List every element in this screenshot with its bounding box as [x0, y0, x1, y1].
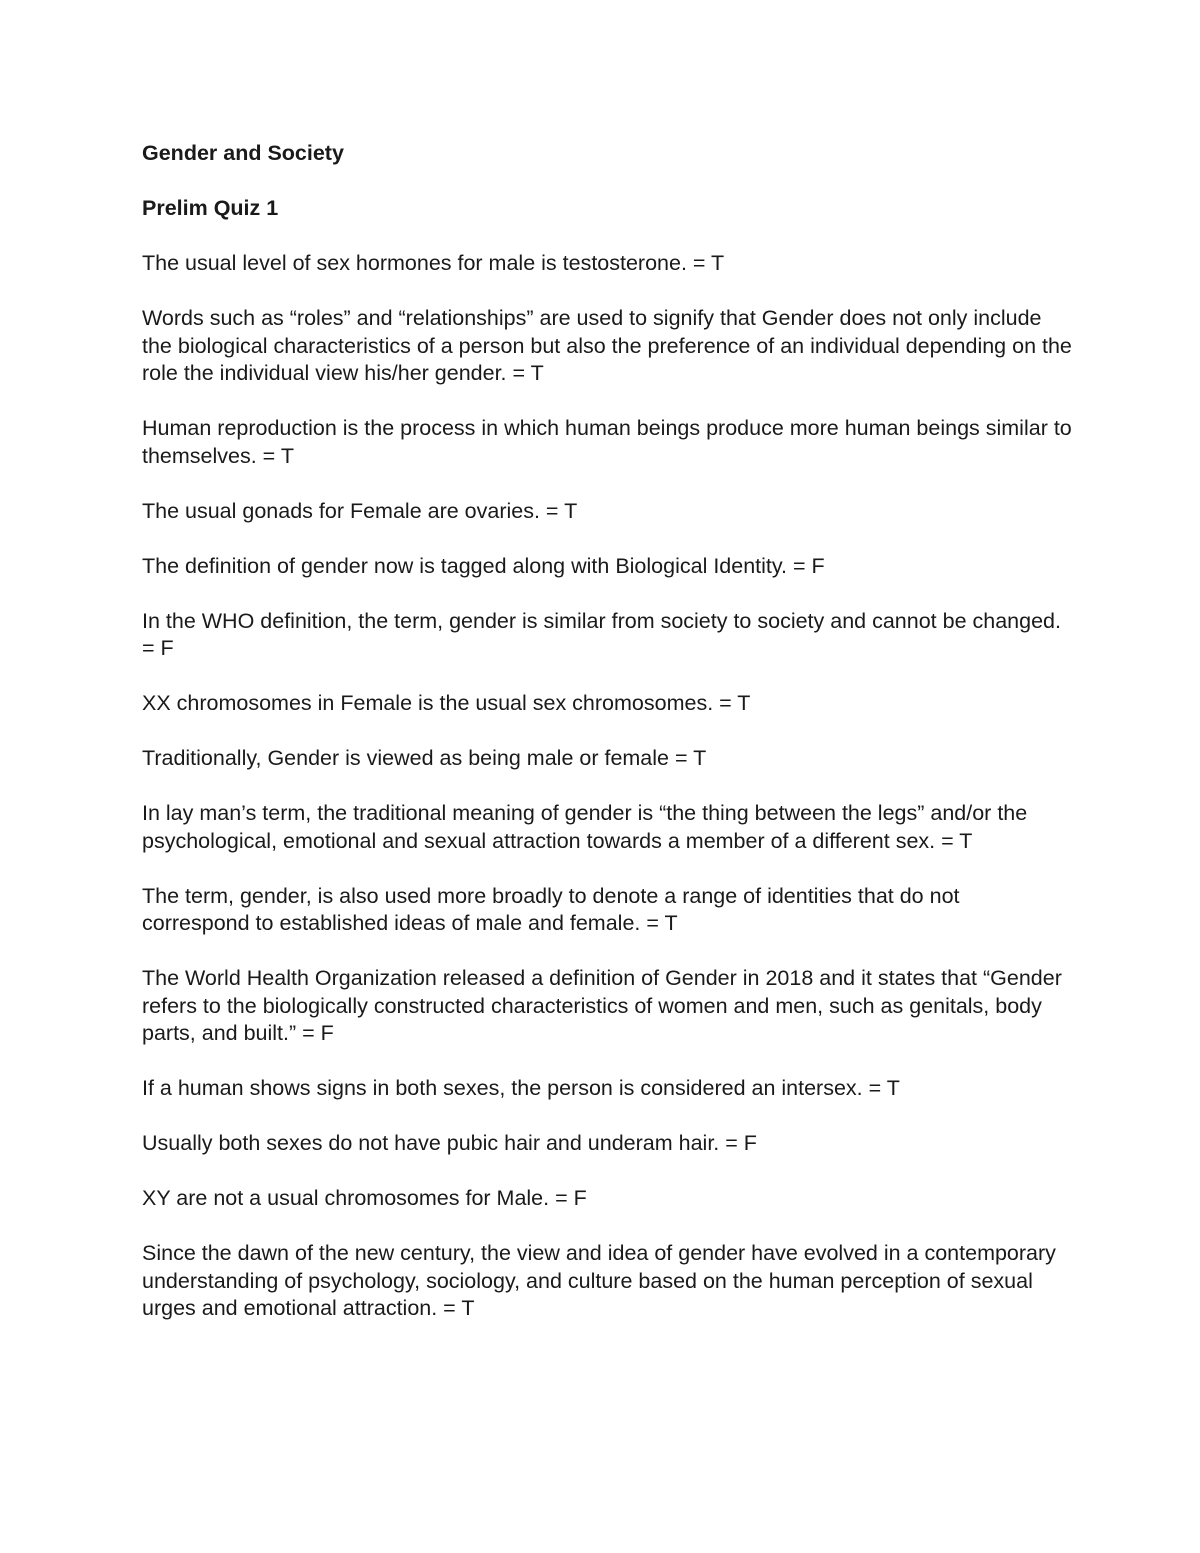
- quiz-item: XY are not a usual chromosomes for Male. = F: [142, 1186, 587, 1210]
- quiz-item: The usual gonads for Female are ovaries. = T: [142, 498, 578, 523]
- quiz-item: Since the dawn of the new century, the view and idea of gender have evolved in a contemporary understanding of psychology, sociology, and culture based on the human perception of sexual urges and emotional attraction. = T: [142, 1241, 1056, 1320]
- document-body: [142, 140, 1072, 1350]
- quiz-item: The definition of gender now is tagged along with Biological Identity. = F: [142, 553, 825, 578]
- quiz-item: The term, gender, is also used more broadly to denote a range of identities that do not correspond to established ideas of male and female. = T: [142, 883, 960, 935]
- quiz-item: Human reproduction is the process in which human beings produce more human beings similar to themselves. = T: [142, 416, 1072, 468]
- document-title: Gender and Society: [142, 141, 344, 165]
- quiz-item: The usual level of sex hormones for male is testosterone. = T: [142, 251, 725, 275]
- quiz-item: The World Health Organization released a definition of Gender in 2018 and it states that “Gender refers to the biologically constructed characteristics of women and men, such as genitals, body parts, and built.” = F: [142, 966, 1062, 1045]
- quiz-title: Prelim Quiz 1: [142, 196, 279, 220]
- quiz-item: If a human shows signs in both sexes, the person is considered an intersex. = T: [142, 1076, 900, 1100]
- quiz-item: In the WHO definition, the term, gender is similar from society to society and cannot be changed. = F: [142, 608, 1061, 660]
- quiz-item: Traditionally, Gender is viewed as being male or female = T: [142, 746, 707, 770]
- quiz-item: XX chromosomes in Female is the usual sex chromosomes. = T: [142, 691, 751, 715]
- quiz-item: Words such as “roles” and “relationships” are used to signify that Gender does not only include the biological characteristics of a person but also the preference of an individual depending on the role the individual view his/her gender. = T: [142, 306, 1072, 385]
- quiz-item: In lay man’s term, the traditional meaning of gender is “the thing between the legs” and/or the psychological, emotional and sexual attraction towards a member of a different sex. = T: [142, 801, 1028, 853]
- quiz-item: Usually both sexes do not have pubic hair and underam hair. = F: [142, 1131, 757, 1155]
